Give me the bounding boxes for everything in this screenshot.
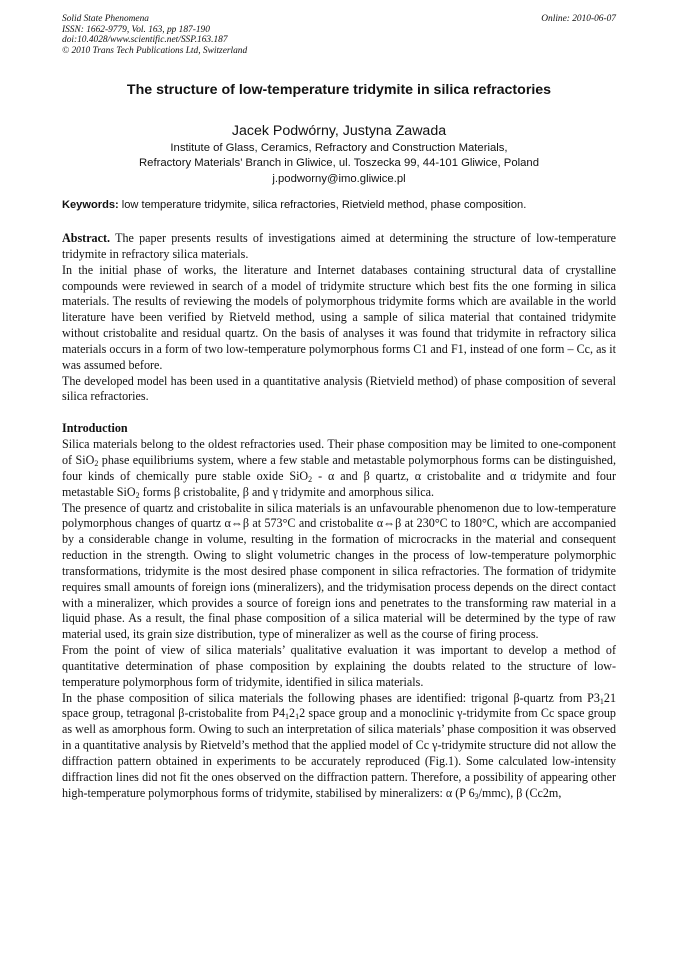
paper-title: The structure of low-temperature tridymite in silica refractories [126,82,552,98]
online-date: Online: 2010-06-07 [541,14,616,24]
introduction-heading: Introduction [62,421,128,436]
keywords-text: low temperature tridymite, silica refractories, Rietvield method, phase composition. [118,199,527,211]
keywords-label: Keywords: [62,199,119,211]
abstract-paragraph-2: In the initial phase of works, the literature and Internet databases containing structural data of crystalline compounds were reviewed in search of a model of tridymite structure which best fits the one forming in silica materials. The results of reviewing the models of polymorphous tridymite forms which are available in the world literature have been verified by Rietveld method, using a sample of silica material that contained tridymite without cristobalite and residual quartz. On the basis of analyses it was found that tridymite in refractory silica materials occurs in a form of two low-temperature polymorphous forms C1 and F1, instead of one form – Cc, as it was assumed before. [62,262,616,372]
abstract-paragraph-1: Abstract. The paper presents results of investigations aimed at determining the structure of low-temperature tridymite in refractory silica materials. [62,231,616,261]
journal-copyright: © 2010 Trans Tech Publications Ltd, Switzerland [62,45,248,56]
keywords [62,199,628,211]
abstract-paragraph-3: The developed model has been used in a quantitative analysis (Rietvield method) of phase composition of several silica refractories. [62,373,616,404]
affiliation [40,141,638,187]
intro-paragraph-2: The presence of quartz and cristobalite in silica materials is an unfavourable phenomenon due to low-temperature polymorphous changes of quartz α⇔β at 573°C and cristobalite α⇔β at 230°C to 180°C, which are accompanied by a considerable change in volume, resulting in the formation of microcracks in the material and consequent reduction in the strength. Owing to slight volumetric changes in the process of low-temperature polymorphic transformations, tridymite is the most desired phase component in silica refractories. The formation of tridymite requires small amounts of foreign ions (mineralizers), and the tridymisation process depends on the direct contact with a mineralizer, which provides a source of foreign ions and penetrates to the transforming raw material in a liquid phase. As a result, the final phase composition of a silica material will be determined by the type of raw material used, its grain size distribution, type of mineralizer as well as the course of firing process. [62,500,616,642]
body-text [62,231,616,802]
intro-paragraph-4: In the phase composition of silica materials the following phases are identified: trigonal β-quartz from $P3_121$ space group, tetragonal β-cristobalite from $P4_12_12$ space group and a monoclinic γ-tridymite from Cc space group as well as amorphous form. Owing to such an interpretation of silica materials’ phase composition it was observed in a quantitative analysis by Rietveld’s method that the applied model of Cc γ-tridymite structure did not allow the diffraction pattern obtained in experiments to be accurately reproduced (Fig.1). Some calculated low-intensity diffraction lines did not fit the ones observed on the diffraction pattern. Therefore, a possibility of appearing other high-temperature polymorphous forms of tridymite, stabilised by mineralizers: α (P $6_3/mmc$), β (Cc2m, [62,690,616,801]
journal-header [62,14,247,56]
intro-paragraph-1: Silica materials belong to the oldest refractories used. Their phase composition may be limited to one-component of SiO$_2$ phase equilibriums system, where a few stable and metastable polymorphous forms can be distinguished, four kinds of chemically pure stable oxide SiO$_2$ - α and β quartz, α cristobalite and α tridymite and four metastable SiO$_2$ forms β cristobalite, β and γ tridymite and amorphous silica. [62,437,617,500]
affiliation-line-2: Refractory Materials’ Branch in Gliwice, ul. Toszecka 99, 44-101 Gliwice, Poland [139,157,539,170]
affiliation-line-1: Institute of Glass, Ceramics, Refractory and Construction Materials, [170,142,508,154]
journal-issn: ISSN: 1662-9779, Vol. 163, pp 187-190 [62,24,210,35]
journal-doi: doi:10.4028/www.scientific.net/SSP.163.187 [62,35,228,46]
abstract-label: Abstract. [62,231,111,245]
author-email[interactable]: j.podworny@imo.gliwice.pl [272,172,406,185]
journal-name: Solid State Phenomena [62,14,149,24]
intro-paragraph-3: From the point of view of silica materials’ qualitative evaluation it was important to develop a method of quantitative determination of phase composition by explaining the doubts related to the structure of low-temperature polymorphous form of tridymite, identified in silica materials. [62,643,616,689]
paper-authors: Jacek Podwórny, Justyna Zawada [231,123,447,139]
